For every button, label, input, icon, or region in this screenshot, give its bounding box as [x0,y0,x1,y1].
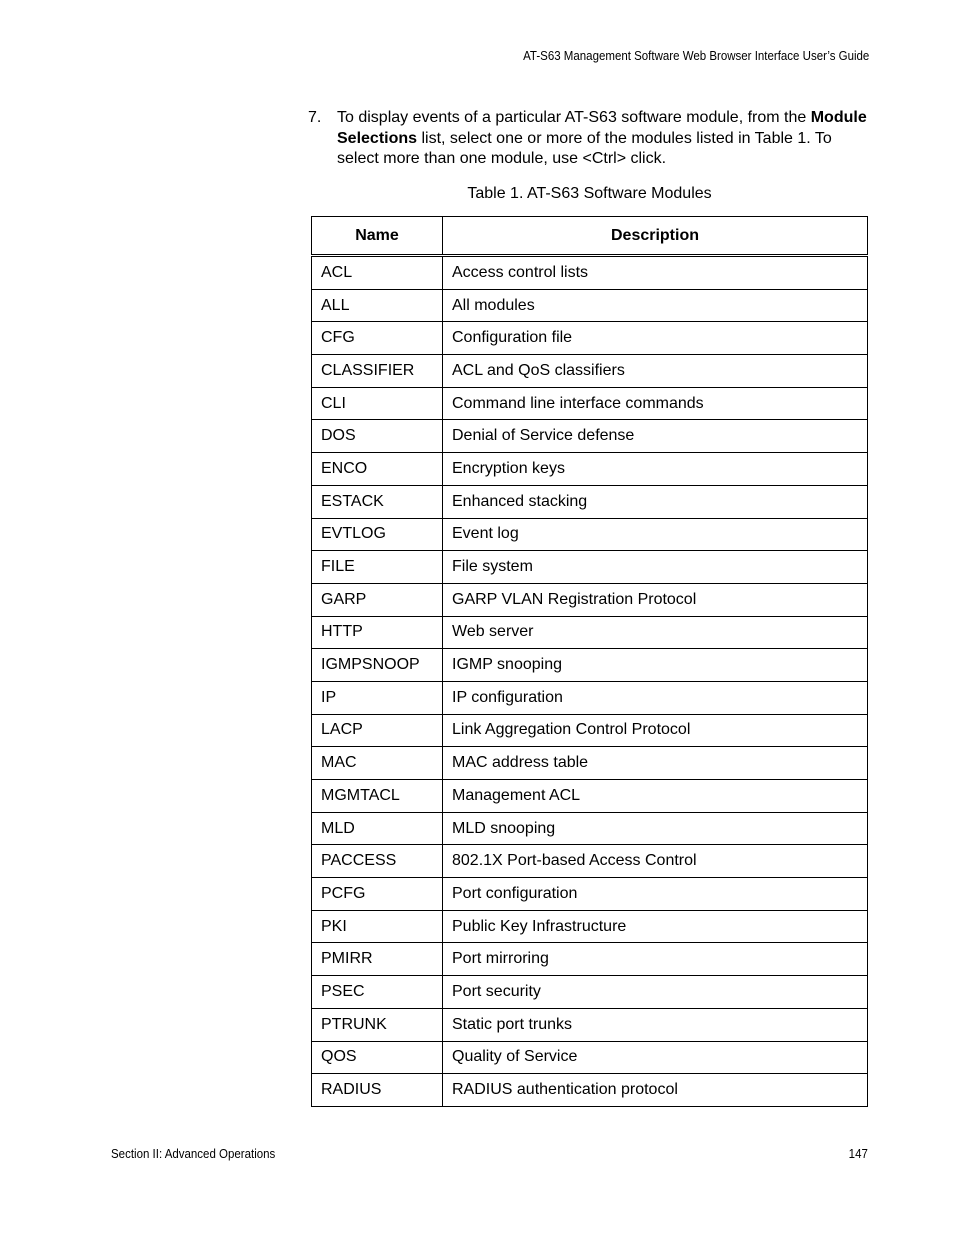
module-name: CLASSIFIER [312,355,443,388]
module-name: LACP [312,714,443,747]
table-row [312,1041,868,1074]
module-description: Access control lists [443,256,868,290]
module-name: ALL [312,289,443,322]
table-row [312,322,868,355]
table-row [312,420,868,453]
table-row [312,812,868,845]
table-header-row [312,217,868,256]
procedure-step [308,108,868,170]
module-description: Quality of Service [443,1041,868,1074]
step-text-after: list, select one or more of the modules listed in Table 1. To select more than one module, use <Ctrl> click. [337,129,832,167]
module-name: CLI [312,387,443,420]
module-description: RADIUS authentication protocol [443,1074,868,1107]
table-row [312,976,868,1009]
table-row [312,551,868,584]
module-name: PKI [312,910,443,943]
module-name: RADIUS [312,1074,443,1107]
header-name: Name [312,217,443,256]
module-name: PSEC [312,976,443,1009]
module-description: MAC address table [443,747,868,780]
step-number: 7. [308,109,322,126]
table-row [312,485,868,518]
module-name: PTRUNK [312,1008,443,1041]
module-name: DOS [312,420,443,453]
module-description: Event log [443,518,868,551]
software-modules-table [311,216,868,1107]
module-name: PCFG [312,878,443,911]
running-header: AT-S63 Management Software Web Browser Interface User’s Guide [522,49,869,63]
module-description: Configuration file [443,322,868,355]
table-row [312,1074,868,1107]
module-description: Port mirroring [443,943,868,976]
table-row [312,616,868,649]
module-name: MGMTACL [312,780,443,813]
module-description: Denial of Service defense [443,420,868,453]
table-row [312,943,868,976]
module-name: ENCO [312,453,443,486]
table-row [312,387,868,420]
header-description: Description [443,217,868,256]
module-name: FILE [312,551,443,584]
table-row [312,453,868,486]
module-description: Public Key Infrastructure [443,910,868,943]
module-selections-term: Module Selections [337,109,867,147]
module-description: Link Aggregation Control Protocol [443,714,868,747]
module-description: IP configuration [443,681,868,714]
module-name: QOS [312,1041,443,1074]
table-row [312,714,868,747]
module-description: Web server [443,616,868,649]
table-body [312,256,868,1107]
module-name: IP [312,681,443,714]
module-name: ESTACK [312,485,443,518]
module-description: File system [443,551,868,584]
table-row [312,845,868,878]
module-name: IGMPSNOOP [312,649,443,682]
module-description: GARP VLAN Registration Protocol [443,583,868,616]
module-description: Port security [443,976,868,1009]
table-row [312,780,868,813]
table-row [312,256,868,290]
module-description: All modules [443,289,868,322]
table-row [312,649,868,682]
table-row [312,910,868,943]
module-name: ACL [312,256,443,290]
table-row [312,518,868,551]
table-row [312,289,868,322]
module-name: MLD [312,812,443,845]
module-name: MAC [312,747,443,780]
module-description: Enhanced stacking [443,485,868,518]
module-description: Management ACL [443,780,868,813]
module-description: ACL and QoS classifiers [443,355,868,388]
module-name: EVTLOG [312,518,443,551]
table-row [312,583,868,616]
module-description: 802.1X Port-based Access Control [443,845,868,878]
module-description: Port configuration [443,878,868,911]
module-description: Encryption keys [443,453,868,486]
step-text-before: To display events of a particular AT-S63 software module, from the [337,109,811,126]
module-description: IGMP snooping [443,649,868,682]
page-number: 147 [848,1147,868,1161]
module-description: Static port trunks [443,1008,868,1041]
module-name: PACCESS [312,845,443,878]
table-row [312,355,868,388]
table-row [312,681,868,714]
table-row [312,747,868,780]
table-row [312,878,868,911]
module-name: GARP [312,583,443,616]
module-description: MLD snooping [443,812,868,845]
module-name: HTTP [312,616,443,649]
table-row [312,1008,868,1041]
footer-section: Section II: Advanced Operations [111,1147,276,1161]
table-caption: Table 1. AT-S63 Software Modules [467,185,712,202]
module-description: Command line interface commands [443,387,868,420]
module-name: PMIRR [312,943,443,976]
module-name: CFG [312,322,443,355]
step-text [337,108,868,170]
